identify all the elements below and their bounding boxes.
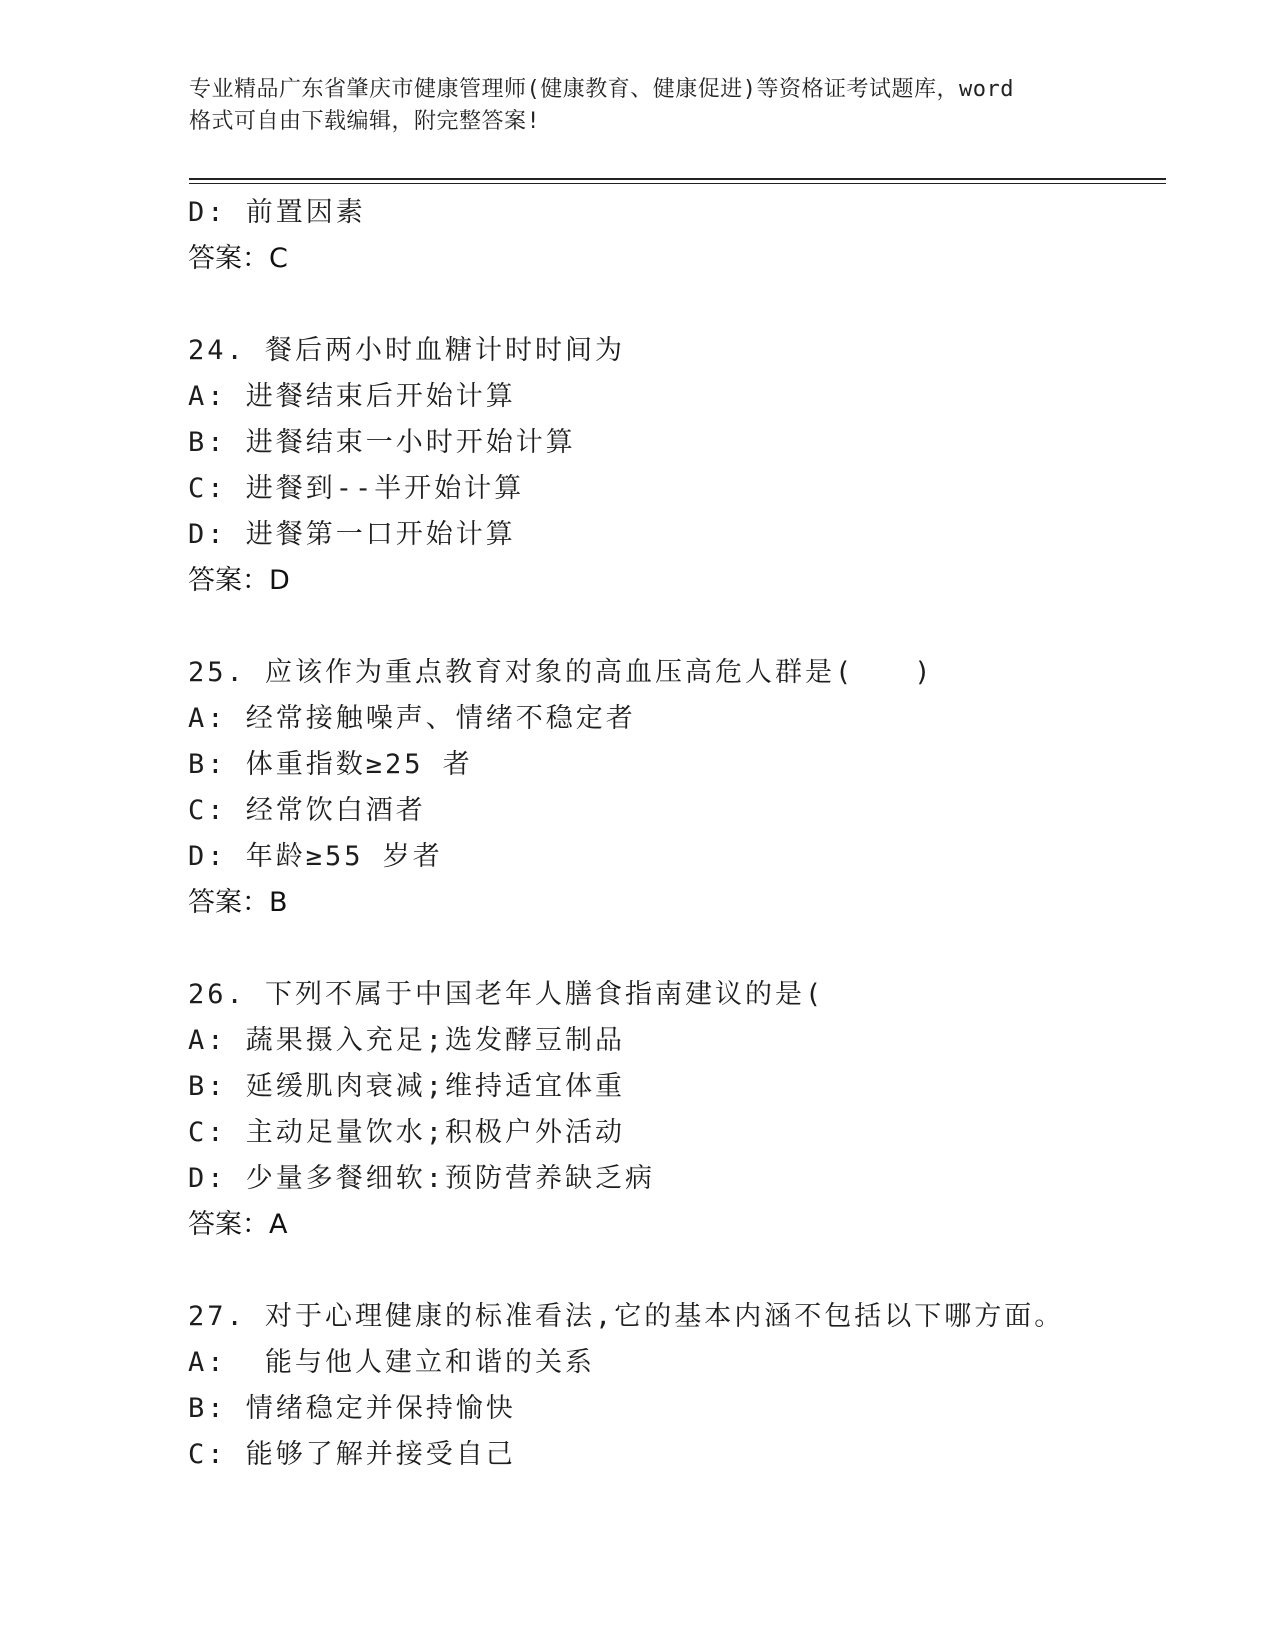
spacer xyxy=(188,1248,1168,1294)
option-a: A: 经常接触噪声、情绪不稳定者 xyxy=(188,703,636,734)
question-stem: 27. 对于心理健康的标准看法,它的基本内涵不包括以下哪方面。 xyxy=(188,1301,1065,1332)
option-a: A: 能与他人建立和谐的关系 xyxy=(188,1347,596,1378)
question-block xyxy=(188,650,1168,926)
answer-line: 答案：D xyxy=(188,565,290,596)
option-b: B: 情绪稳定并保持愉快 xyxy=(188,1393,516,1424)
option-a: A: 进餐结束后开始计算 xyxy=(188,381,516,412)
option-c: C: 经常饮白酒者 xyxy=(188,795,426,826)
option-d: D: 少量多餐细软:预防营养缺乏病 xyxy=(188,1163,656,1194)
document-header xyxy=(189,74,1089,138)
question-stem: 24. 餐后两小时血糖计时时间为 xyxy=(188,335,626,366)
question-block xyxy=(188,1294,1168,1478)
question-list xyxy=(188,190,1168,1478)
option-b: B: 体重指数≥25 者 xyxy=(188,749,473,780)
option-c: C: 进餐到--半开始计算 xyxy=(188,473,525,504)
option-b: B: 进餐结束一小时开始计算 xyxy=(188,427,576,458)
header-divider-thick xyxy=(189,178,1166,180)
question-block xyxy=(188,972,1168,1248)
option-a: A: 蔬果摄入充足;选发酵豆制品 xyxy=(188,1025,626,1056)
answer-line: 答案：A xyxy=(188,1209,288,1240)
answer-line: 答案：C xyxy=(188,243,288,274)
option-c: C: 能够了解并接受自己 xyxy=(188,1439,516,1470)
option-d: D: 年龄≥55 岁者 xyxy=(188,841,443,872)
option-d: D: 前置因素 xyxy=(188,197,366,228)
spacer xyxy=(188,282,1168,328)
option-b: B: 延缓肌肉衰减;维持适宜体重 xyxy=(188,1071,626,1102)
question-stem: 25. 应该作为重点教育对象的高血压高危人群是( ) xyxy=(188,657,934,688)
answer-line: 答案：B xyxy=(188,887,288,918)
header-line-1: 专业精品广东省肇庆市健康管理师(健康教育、健康促进)等资格证考试题库，word xyxy=(189,77,1014,102)
question-stem: 26. 下列不属于中国老年人膳食指南建议的是( xyxy=(188,979,825,1010)
spacer xyxy=(188,926,1168,972)
spacer xyxy=(188,604,1168,650)
option-d: D: 进餐第一口开始计算 xyxy=(188,519,516,550)
question-block xyxy=(188,328,1168,604)
header-divider-thin xyxy=(189,183,1166,184)
header-line-2: 格式可自由下载编辑，附完整答案! xyxy=(189,109,541,134)
option-c: C: 主动足量饮水;积极户外活动 xyxy=(188,1117,626,1148)
